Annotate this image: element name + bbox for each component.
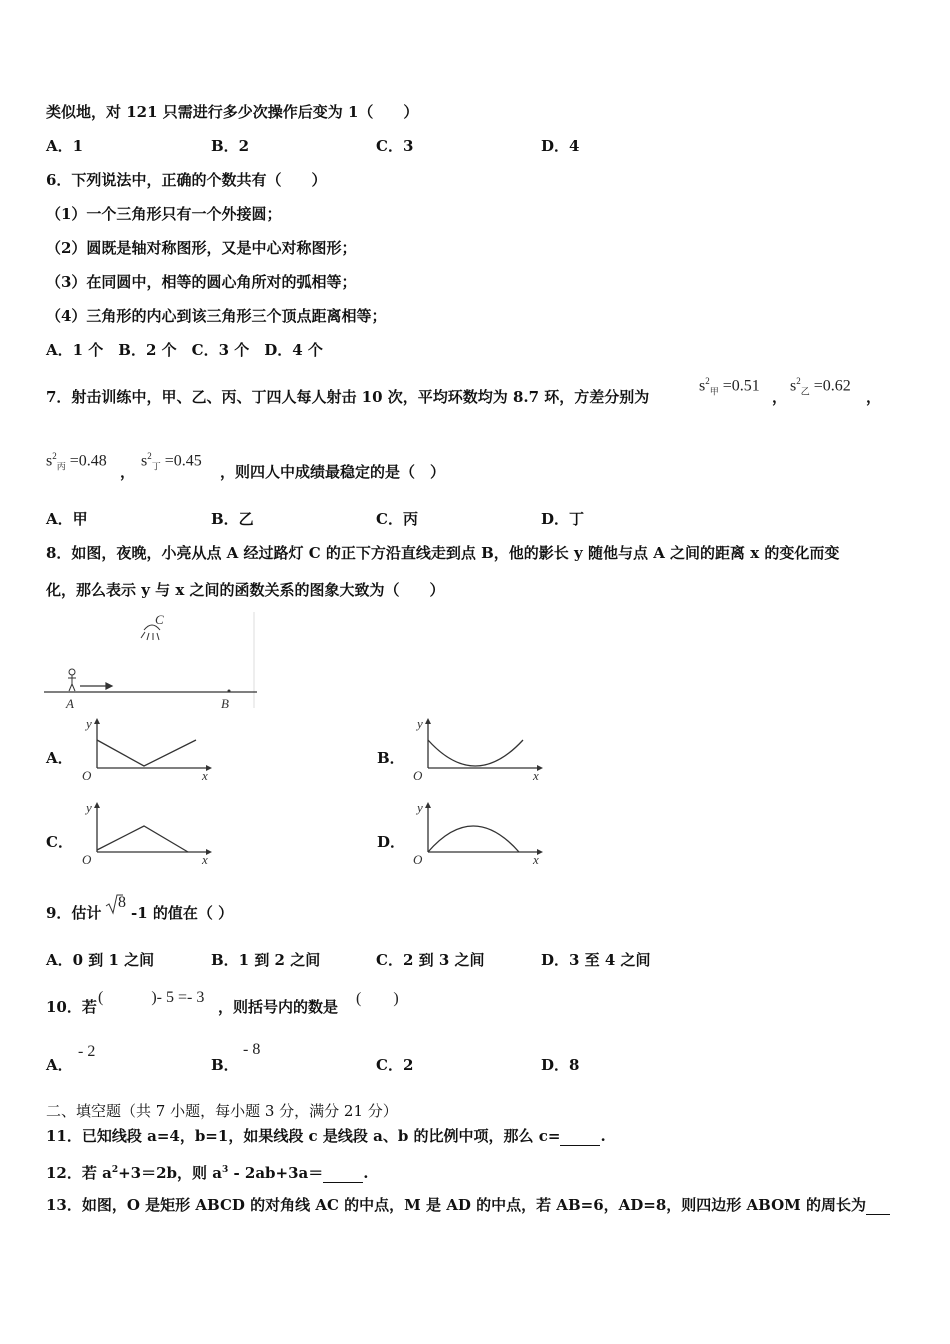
label-c: C	[155, 612, 164, 627]
svg-text:O: O	[413, 768, 423, 783]
svg-text:y: y	[86, 800, 92, 815]
svg-text:x: x	[533, 852, 539, 867]
q9-stem-pre: 9．估计	[46, 904, 102, 922]
q8-graph-b	[403, 716, 543, 784]
q7-tail: ，则四人中成绩最稳定的是（ ）	[220, 463, 446, 481]
q5-option-c: C．3	[376, 137, 414, 155]
svg-text:O: O	[413, 852, 423, 867]
q8-option-b-label: B．	[377, 749, 405, 767]
q9-option-b: B．1 到 2 之间	[211, 951, 321, 969]
q8-option-c-label: C．	[46, 833, 73, 851]
q7-stem: 7．射击训练中，甲、乙、丙、丁四人每人射击 10 次，平均环数均为 8.7 环，方差分别为	[46, 388, 650, 406]
q9-option-a: A．0 到 1 之间	[46, 951, 155, 969]
svg-text:y: y	[86, 716, 92, 731]
q8-option-a-label: A．	[46, 749, 73, 767]
lamp-scene-figure	[44, 610, 259, 715]
q10-stem-pre: 10．若	[46, 998, 97, 1016]
q7-variance-jia: $s^2_甲 =0.51$	[699, 376, 760, 397]
q6-item-1: （1）一个三角形只有一个外接圆；	[46, 205, 282, 223]
q8-graph-c	[72, 800, 212, 868]
q7-variance-yi: $s^2_乙 =0.62$	[790, 376, 851, 397]
q10-option-b: B．	[211, 1056, 239, 1074]
q6-stem: 6．下列说法中，正确的个数共有（ ）	[46, 171, 327, 189]
label-a: A	[66, 696, 74, 711]
q5-option-b: B．2	[211, 137, 250, 155]
q10-option-b-value: - 8	[243, 1041, 261, 1058]
walking-person-icon	[68, 669, 76, 691]
q7-variance-bing: $s^2_丙 =0.48$	[46, 451, 107, 472]
svg-text:x: x	[202, 768, 208, 783]
q8-graph-a	[72, 716, 212, 784]
q5-option-d: D．4	[541, 137, 580, 155]
q6-item-2: （2）圆既是轴对称图形，又是中心对称图形；	[46, 239, 357, 257]
q5-option-a: A．1	[46, 137, 84, 155]
q9-stem-post: -1 的值在（ ）	[131, 904, 234, 922]
q6-item-3: （3）在同圆中，相等的圆心角所对的弧相等；	[46, 273, 357, 291]
q13: 13．如图，O 是矩形 ABCD 的对角线 AC 的中点，M 是 AD 的中点，若 AB=6，AD=8，则四边形 ABOM 的周长为	[46, 1195, 890, 1215]
q10-option-d: D．8	[541, 1056, 580, 1074]
svg-text:x: x	[202, 852, 208, 867]
q6-item-4: （4）三角形的内心到该三角形三个顶点距离相等；	[46, 307, 387, 325]
q8-line-2: 化，那么表示 y 与 x 之间的函数关系的图象大致为（ ）	[46, 581, 445, 599]
svg-text:y: y	[417, 716, 423, 731]
svg-text:O: O	[82, 852, 92, 867]
q10-expression: ( )- 5 =- 3	[98, 989, 205, 1006]
q10-option-a-value: - 2	[78, 1043, 96, 1060]
q7-option-b: B．乙	[211, 510, 254, 528]
q11: 11．已知线段 a=4，b=1，如果线段 c 是线段 a、b 的比例中项，那么 c= .	[46, 1127, 606, 1145]
q12: 12．若 $a^2+3=2b$，则 $a^3 - 2ab+3a=$ .	[46, 1164, 369, 1182]
section-2-title: 二、填空题（共 7 小题，每小题 3 分，满分 21 分）	[46, 1102, 398, 1120]
svg-text:y: y	[417, 800, 423, 815]
q8-graph-d	[403, 800, 543, 868]
q7-option-a: A．甲	[46, 510, 88, 528]
q9-radicand: 8	[118, 894, 126, 911]
street-lamp-icon	[141, 625, 160, 640]
q5-stem: 类似地，对 121 只需进行多少次操作后变为 1（ ）	[46, 103, 419, 121]
svg-text:x: x	[533, 768, 539, 783]
q7-option-c: C．丙	[376, 510, 418, 528]
q7-variance-ding: $s^2_丁 =0.45$	[141, 451, 202, 472]
svg-text:O: O	[82, 768, 92, 783]
q8-option-d-label: D．	[377, 833, 406, 851]
q9-option-c: C．2 到 3 之间	[376, 951, 485, 969]
q10-option-c: C．2	[376, 1056, 414, 1074]
q10-stem-mid: ，则括号内的数是	[218, 998, 339, 1016]
q6-options: A．1 个 B．2 个 C．3 个 D．4 个	[46, 341, 323, 359]
label-b: B	[221, 696, 229, 711]
q8-line-1: 8．如图，夜晚，小亮从点 A 经过路灯 C 的正下方沿直线走到点 B，他的影长 y 随他与点 A 之间的距离 x 的变化而变	[46, 544, 840, 562]
q9-option-d: D．3 至 4 之间	[541, 951, 651, 969]
arrow-right-icon	[80, 683, 112, 689]
q7-option-d: D．丁	[541, 510, 585, 528]
q10-paren: ( )	[356, 990, 399, 1007]
q10-option-a: A．	[46, 1056, 73, 1074]
